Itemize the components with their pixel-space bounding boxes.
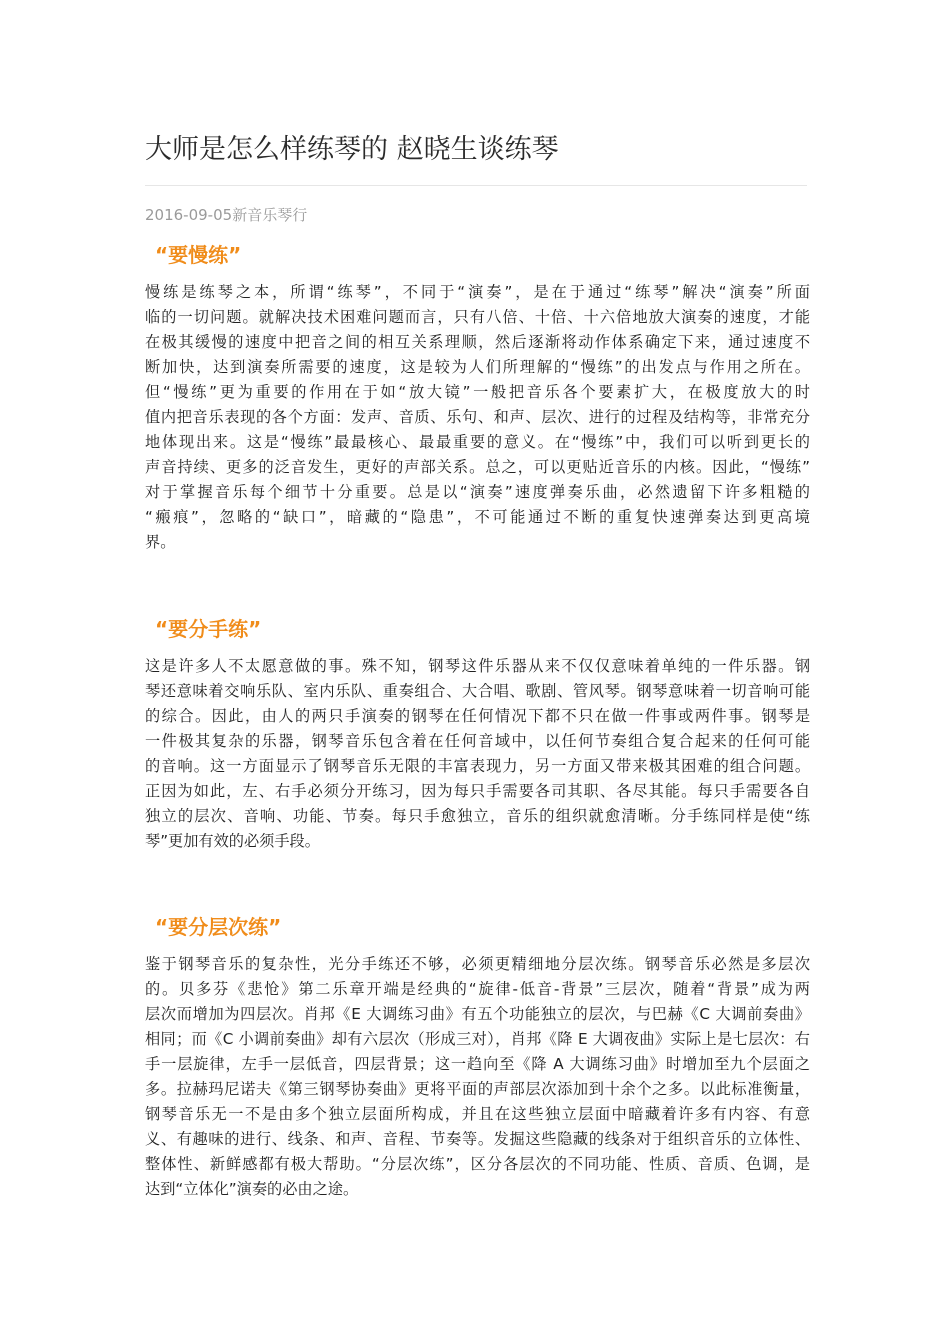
paragraph-line: 多。拉赫玛尼诺夫《第三钢琴协奏曲》更将平面的声部层次添加到十余个之多。以此标准衡量， [145,1080,810,1098]
paragraph-line: 鉴于钢琴音乐的复杂性，光分手练还不够，必须更精细地分层次练。钢琴音乐必然是多层次 [145,955,810,973]
paragraph-line: 独立的层次、音响、功能、节奏。每只手愈独立，音乐的组织就愈清晰。分手练同样是使“练 [145,807,810,825]
paragraph-line: 声音持续、更多的泛音发生，更好的声部关系。总之，可以更贴近音乐的内核。因此，“慢练” [145,458,810,476]
paragraph-line: 一件极其复杂的乐器，钢琴音乐包含着在任何音域中，以任何节奏组合复合起来的任何可能 [145,732,810,750]
paragraph-line: 整体性、新鲜感都有极大帮助。“分层次练”，区分各层次的不同功能、性质、音质、色调，是 [145,1155,810,1173]
paragraph-line: 义、有趣味的进行、线条、和声、音程、节奏等。发掘这些隐藏的线条对于组织音乐的立体性、 [145,1130,810,1148]
section-heading-slow-practice: “要慢练” [155,243,242,267]
section-body-layered-practice [145,952,810,1202]
paragraph-line: 对于掌握音乐每个细节十分重要。总是以“演奏”速度弹奏乐曲，必然遗留下许多粗糙的 [145,483,810,501]
paragraph-line: 的综合。因此，由人的两只手演奏的钢琴在任何情况下都不只在做一件事或两件事。钢琴是 [145,707,810,725]
paragraph-line: 临的一切问题。就解决技术困难问题而言，只有八倍、十倍、十六倍地放大演奏的速度，才能 [145,308,810,326]
paragraph-line: 钢琴音乐无一不是由多个独立层面所构成，并且在这些独立层面中暗藏着许多有内容、有意 [145,1105,810,1123]
paragraph-line: 相同；而《C 小调前奏曲》却有六层次（形成三对），肖邦《降 E 大调夜曲》实际上是七层次：右 [145,1030,810,1048]
paragraph-line: 在极其缓慢的速度中把音之间的相互关系理顺，然后逐渐将动作体系确定下来，通过速度不 [145,333,810,351]
paragraph-line: 慢练是练琴之本，所谓“练琴”，不同于“演奏”，是在于通过“练琴”解决“演奏”所面 [145,283,810,301]
paragraph-line: 界。 [145,533,176,551]
paragraph-line: 手一层旋律，左手一层低音，四层背景；这一趋向至《降 A 大调练习曲》时增加至九个层面之 [145,1055,810,1073]
paragraph-line: 地体现出来。这是“慢练”最最核心、最最重要的意义。在“慢练”中，我们可以听到更长的 [145,433,810,451]
publish-date: 2016-09-05 [145,206,233,224]
paragraph-line: 的。贝多芬《悲怆》第二乐章开端是经典的“旋律-低音-背景”三层次，随着“背景”成为两 [145,980,810,998]
paragraph-line: 的音响。这一方面显示了钢琴音乐无限的丰富表现力，另一方面又带来极其困难的组合问题。 [145,757,810,775]
section-heading-separate-hands: “要分手练” [155,617,262,641]
title-divider [145,185,807,186]
paragraph-line: 断加快，达到演奏所需要的速度，这是较为人们所理解的“慢练”的出发点与作用之所在。 [145,358,810,376]
paragraph-line: 达到“立体化”演奏的必由之途。 [145,1180,359,1198]
article-meta [145,204,307,226]
section-body-slow-practice [145,280,810,555]
paragraph-line: 值内把音乐表现的各个方面：发声、音质、乐句、和声、层次、进行的过程及结构等，非常充分 [145,408,810,426]
section-body-separate-hands [145,654,810,854]
paragraph-line: 琴还意味着交响乐队、室内乐队、重奏组合、大合唱、歌剧、管风琴。钢琴意味着一切音响可能 [145,682,810,700]
source-name: 新音乐琴行 [232,206,308,224]
paragraph-line: 正因为如此，左、右手必须分开练习，因为每只手需要各司其职、各尽其能。每只手需要各自 [145,782,810,800]
article-title: 大师是怎么样练琴的 赵晓生谈练琴 [145,134,559,165]
section-heading-layered-practice: “要分层次练” [155,915,282,939]
paragraph-line: “瘢痕”，忽略的“缺口”，暗藏的“隐患”，不可能通过不断的重复快速弹奏达到更高境 [145,508,810,526]
paragraph-line: 层次而增加为四层次。肖邦《E 大调练习曲》有五个功能独立的层次，与巴赫《C 大调前奏曲》 [145,1005,810,1023]
paragraph-line: 但“慢练”更为重要的作用在于如“放大镜”一般把音乐各个要素扩大，在极度放大的时 [145,383,810,401]
paragraph-line: 琴”更加有效的必须手段。 [145,832,320,850]
paragraph-line: 这是许多人不太愿意做的事。殊不知，钢琴这件乐器从来不仅仅意味着单纯的一件乐器。钢 [145,657,810,675]
